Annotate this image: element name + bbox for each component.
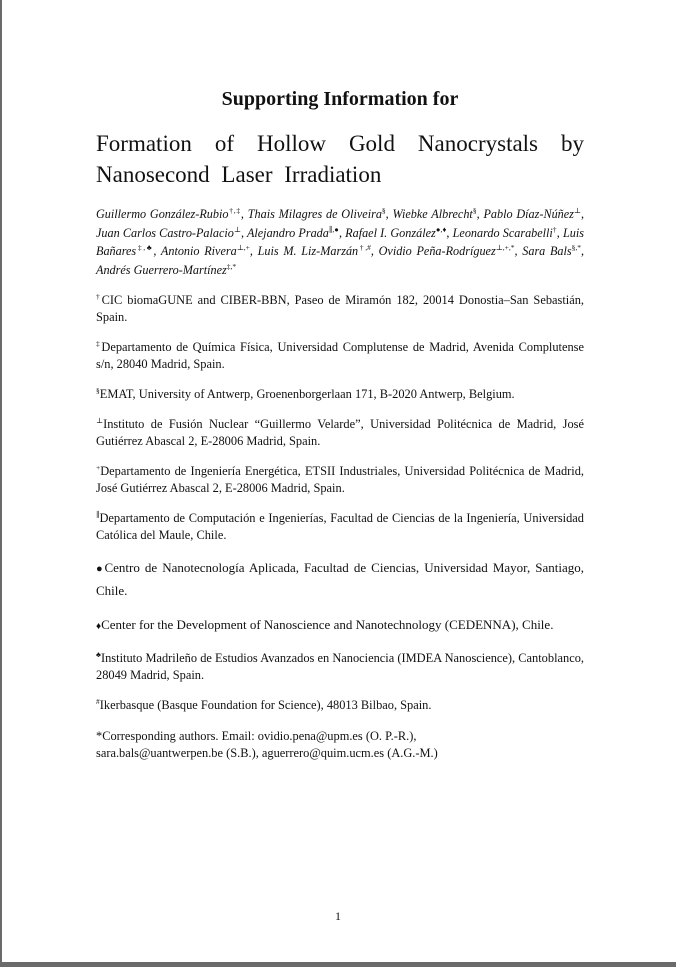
author-name: Pablo Díaz-Núñez	[483, 207, 574, 221]
author-name: Antonio Rivera	[160, 244, 237, 258]
affiliation-text: Instituto Madrileño de Estudios Avanzados en Nanociencia (IMDEA Nanoscience), Cantoblanco, 28049 Madrid, Spain.	[96, 651, 585, 682]
affiliation-quimica-fisica	[96, 339, 584, 373]
author-name: Rafael I. González	[345, 225, 436, 240]
affiliation-text: Instituto de Fusión Nuclear “Guillermo Velarde”, Universidad Politécnica de Madrid, José Gutiérrez Abascal 2, E-28006 Madrid, Spain.	[96, 417, 584, 448]
affiliation-mark: ♦	[96, 621, 102, 632]
viewer-bottom-border	[0, 962, 676, 967]
affiliation-computacion	[96, 510, 584, 544]
author-name: Alejandro Prada	[246, 225, 329, 240]
affiliation-mark: §	[96, 385, 100, 395]
author-affiliation-mark: §,*	[571, 242, 582, 252]
author-affiliation-mark: §	[381, 205, 386, 215]
author-affiliation-mark: ‡,♣	[136, 242, 154, 252]
author-affiliation-mark: ●,♦	[435, 224, 447, 234]
affiliation-text: Departamento de Ingeniería Energética, ETSII Industriales, Universidad Politécnica de Madrid, José Gutiérrez Abascal 2, E-28006 Madrid, Spain.	[96, 464, 584, 495]
author-affiliation-mark: †	[552, 224, 557, 234]
affiliation-mark: †	[96, 291, 102, 301]
author-name: Wiebke Albrecht	[392, 207, 473, 221]
affiliation-mark: ‡	[96, 338, 102, 348]
affiliation-emat	[96, 386, 584, 403]
paper-title: Formation of Hollow Gold Nanocrystals by Nanosecond Laser Irradiation	[96, 131, 584, 187]
author-affiliation-mark: ⊥,+	[236, 242, 250, 252]
affiliation-mark: ∥	[96, 509, 100, 519]
corresponding-line-1: *Corresponding authors. Email: ovidio.pena@upm.es (O. P.-R.),	[96, 729, 417, 743]
author-name: Ovidio Peña-Rodríguez	[378, 244, 496, 258]
author-name: Andrés Guerrero-Martínez	[96, 262, 227, 277]
affiliation-mark: +	[96, 462, 101, 472]
author-name: Leonardo Scarabelli	[452, 225, 553, 240]
affiliation-cic-biomagune	[96, 292, 584, 326]
author-affiliation-mark: †,#	[358, 242, 371, 252]
author-name: Thais Milagres de Oliveira	[247, 207, 382, 221]
affiliation-mark: ♣	[96, 649, 101, 659]
document-page	[96, 86, 584, 762]
affiliation-mark: #	[96, 696, 100, 706]
author-list: Guillermo González-Rubio†,‡, Thais Milagres de Oliveira§, Wiebke Albrecht§, Pablo Díaz-Núñez⊥, Juan Carlos Castro-Palacio⊥, Alejandro Prada∥,●, Rafael I. González●,♦, Leonardo Scarabelli†, Luis Bañares‡,♣, Antonio Rivera⊥,+, Luis M. Liz-Marzán†,#, Ovidio Peña-Rodríguez⊥,+,*, Sara Bals§,*, Andrés Guerrero-Martínez‡,*	[96, 205, 585, 277]
author-affiliation-mark: ‡,*	[226, 261, 237, 271]
author-affiliation-mark: ⊥,+,*	[495, 242, 515, 252]
author-name: Luis Bañares	[96, 225, 585, 258]
supporting-information-heading: Supporting Information for	[221, 88, 459, 110]
corresponding-line-2: sara.bals@uantwerpen.be (S.B.), aguerrero@quim.ucm.es (A.G.-M.)	[96, 746, 438, 760]
author-name: Guillermo González-Rubio	[96, 207, 229, 221]
affiliation-ingenieria-energetica	[96, 463, 584, 497]
author-name: Luis M. Liz-Marzán	[257, 244, 359, 258]
affiliation-fusion-nuclear	[96, 416, 584, 450]
affiliation-text: Ikerbasque (Basque Foundation for Science), 48013 Bilbao, Spain.	[99, 698, 432, 712]
viewer-left-border	[0, 0, 2, 962]
author-affiliation-mark: ⊥	[233, 224, 241, 234]
affiliation-text: Departamento de Química Física, Universidad Complutense de Madrid, Avenida Complutense s/n, 28040 Madrid, Spain.	[96, 340, 584, 371]
affiliation-ikerbasque	[96, 697, 584, 714]
author-name: Sara Bals	[522, 244, 572, 258]
affiliation-text: EMAT, University of Antwerp, Groenenborgerlaan 171, B-2020 Antwerp, Belgium.	[99, 387, 515, 401]
affiliation-text: Center for the Development of Nanoscience and Nanotechnology (CEDENNA), Chile.	[101, 617, 554, 632]
affiliation-cedenna	[96, 614, 584, 637]
author-affiliation-mark: §	[472, 205, 477, 215]
page-number: 1	[335, 909, 341, 923]
affiliation-text: CIC biomaGUNE and CIBER-BBN, Paseo de Miramón 182, 20014 Donostia–San Sebastián, Spain.	[96, 293, 585, 324]
corresponding-authors	[96, 728, 584, 762]
affiliation-imdea	[96, 650, 584, 684]
affiliation-text: Centro de Nanotecnología Aplicada, Facultad de Ciencias, Universidad Mayor, Santiago, Chile.	[96, 560, 584, 598]
affiliation-text: Departamento de Computación e Ingenierías, Facultad de Ciencias de la Ingeniería, Universidad Católica del Maule, Chile.	[96, 511, 584, 542]
author-affiliation-mark: ⊥	[573, 205, 581, 215]
author-affiliation-mark: ∥,●	[328, 224, 339, 234]
affiliation-mark: ●	[96, 563, 105, 575]
author-name: Juan Carlos Castro-Palacio	[96, 225, 234, 240]
affiliation-mark: ⊥	[96, 415, 104, 425]
affiliation-nanotecnologia-aplicada	[96, 557, 584, 601]
author-affiliation-mark: †,‡	[228, 205, 241, 215]
